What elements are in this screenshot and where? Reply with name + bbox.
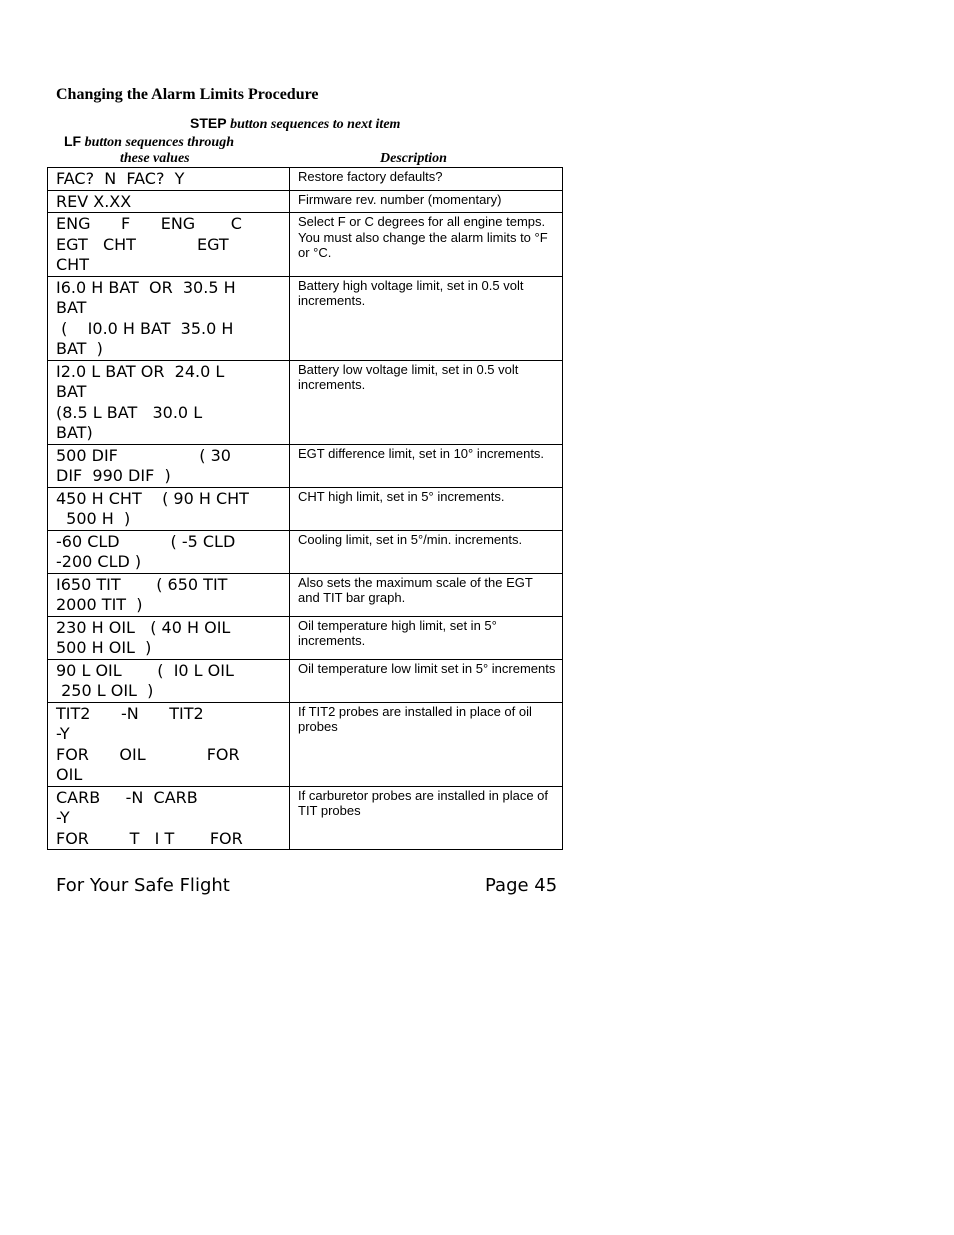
button-sequence-cell: 450 H CHT ( 90 H CHT 500 H )	[48, 487, 290, 530]
description-header: Description	[380, 151, 447, 166]
table-row	[48, 168, 563, 191]
description-cell: Oil temperature low limit set in 5° increments	[290, 659, 563, 702]
button-sequence-cell: TIT2 -N TIT2 -Y FOR OIL FOR OIL	[48, 702, 290, 786]
button-sequence-cell: I2.0 L BAT OR 24.0 L BAT (8.5 L BAT 30.0 L BAT)	[48, 360, 290, 444]
table-body	[48, 168, 563, 850]
description-cell: Oil temperature high limit, set in 5° increments.	[290, 616, 563, 659]
description-cell: CHT high limit, set in 5° increments.	[290, 487, 563, 530]
footer-text: For Your Safe Flight	[56, 875, 230, 896]
description-cell: If TIT2 probes are installed in place of oil probes	[290, 702, 563, 786]
section-title: Changing the Alarm Limits Procedure	[56, 86, 319, 103]
button-sequence-cell: I6.0 H BAT OR 30.5 H BAT ( I0.0 H BAT 35.0 H BAT )	[48, 276, 290, 360]
alarm-limits-table	[47, 167, 563, 850]
table-row	[48, 702, 563, 786]
table-row	[48, 190, 563, 213]
lf-text: button sequences through	[81, 135, 234, 150]
button-sequence-cell: 90 L OIL ( I0 L OIL 250 L OIL )	[48, 659, 290, 702]
button-sequence-cell: REV X.XX	[48, 190, 290, 213]
table-row	[48, 530, 563, 573]
table-row	[48, 573, 563, 616]
button-sequence-cell: 500 DIF ( 30 DIF 990 DIF )	[48, 444, 290, 487]
description-cell: Restore factory defaults?	[290, 168, 563, 191]
button-sequence-cell: -60 CLD ( -5 CLD -200 CLD )	[48, 530, 290, 573]
description-cell: EGT difference limit, set in 10° increments.	[290, 444, 563, 487]
button-sequence-cell: FAC? N FAC? Y	[48, 168, 290, 191]
page-number: Page 45	[485, 875, 558, 896]
description-cell: Select F or C degrees for all engine temps. You must also change the alarm limits to °F or °C.	[290, 213, 563, 277]
step-key: STEP	[190, 115, 227, 131]
table-row	[48, 487, 563, 530]
table-row	[48, 786, 563, 850]
description-cell: If carburetor probes are installed in place of TIT probes	[290, 786, 563, 850]
lf-key: LF	[64, 133, 82, 149]
table-row	[48, 213, 563, 277]
table-row	[48, 360, 563, 444]
table-row	[48, 659, 563, 702]
button-sequence-cell: 230 H OIL ( 40 H OIL 500 H OIL )	[48, 616, 290, 659]
step-header	[190, 115, 400, 133]
description-cell: Cooling limit, set in 5°/min. increments.	[290, 530, 563, 573]
description-cell: Battery high voltage limit, set in 0.5 volt increments.	[290, 276, 563, 360]
button-sequence-cell: CARB -N CARB -Y FOR T I T FOR	[48, 786, 290, 850]
description-cell: Firmware rev. number (momentary)	[290, 190, 563, 213]
values-header: these values	[120, 151, 190, 166]
button-sequence-cell: ENG F ENG C EGT CHT EGT CHT	[48, 213, 290, 277]
table-row	[48, 276, 563, 360]
button-sequence-cell: I650 TIT ( 650 TIT 2000 TIT )	[48, 573, 290, 616]
description-cell: Battery low voltage limit, set in 0.5 volt increments.	[290, 360, 563, 444]
table-row	[48, 616, 563, 659]
description-cell: Also sets the maximum scale of the EGT and TIT bar graph.	[290, 573, 563, 616]
lf-header	[64, 133, 234, 151]
step-text: button sequences to next item	[226, 117, 401, 132]
table-row	[48, 444, 563, 487]
